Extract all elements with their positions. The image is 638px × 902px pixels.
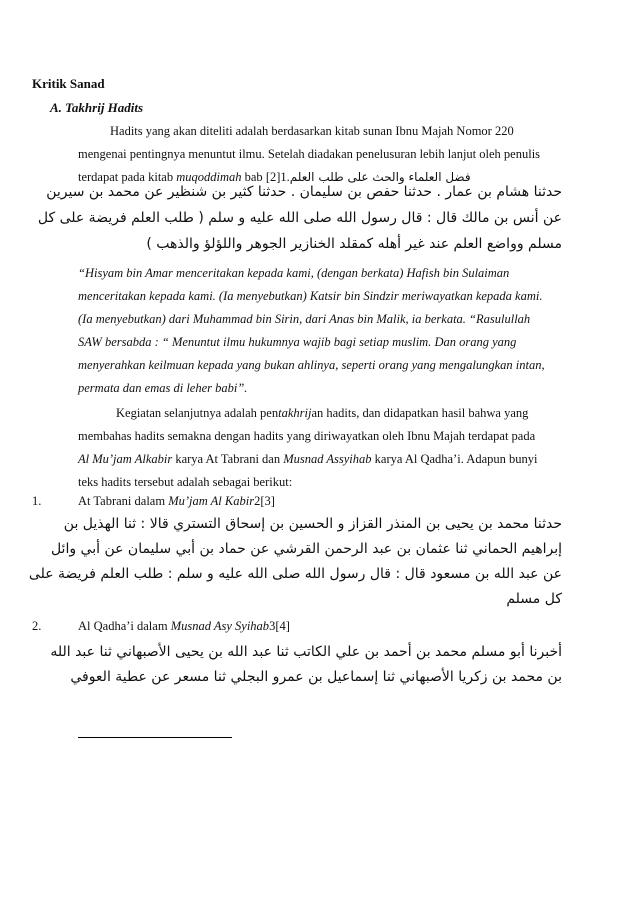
arabic-hadith-line-2: عن أنس بن مالك قال : قال رسول الله صلى الله عليه و سلم ( طلب العلم فريضة على كل	[37, 210, 562, 226]
item1-text-b: Mu’jam Al Kabir	[168, 494, 255, 508]
list-number-1: 1.	[32, 494, 42, 508]
item1-arabic-line-2: إبراهيم الحماني ثنا عثمان بن عبد الرحمن القرشي عن حماد بن أبي سليمان عن أبي وائل	[50, 541, 562, 557]
footnote-ref-4: 3[4]	[269, 619, 290, 633]
arabic-hadith-line-1: حدثنا هشام بن عمار . حدثنا حفص بن سليمان . حدثنا كثير بن شنظير عن محمد بن سيرين	[46, 184, 562, 200]
p2-line-2: membahas hadits semakna dengan hadits yang diriwayatkan oleh Ibnu Majah terdapat pada	[78, 429, 536, 443]
item1-arabic-line-3: عن عبد الله بن مسعود قال : قال رسول الله صلى الله عليه و سلم : طلب العلم فريضة على	[28, 566, 562, 582]
arabic-hadith-line-3: مسلم وواضع العلم عند غير أهله كمقلد الخنازير الجوهر واللؤلؤ والذهب )	[146, 236, 562, 252]
item2-text-b: Musnad Asy Syihab	[170, 619, 270, 633]
item2-arabic-line-1: أخبرنا أبو مسلم محمد بن أحمد بن علي الكاتب ثنا عبد الله بن يحيى الأصبهاني ثنا عبد الله	[50, 644, 562, 660]
subsection-heading: A. Takhrij Hadits	[50, 100, 144, 115]
section-heading: Kritik Sanad	[32, 76, 105, 91]
second-paragraph	[78, 402, 564, 494]
p2-line-3-d: karya Al Qadha’i. Adapun bunyi	[371, 452, 538, 466]
intro-line-3-bab: bab	[244, 170, 263, 184]
item2-text-a: Al Qadha’i dalam	[78, 619, 171, 633]
footnote-ref-2: .1[2]	[265, 170, 290, 184]
intro-line-1: Hadits yang akan diteliti adalah berdasarkan kitab sunan Ibnu Majah Nomor 220	[110, 124, 514, 138]
list-number-2: 2.	[32, 619, 42, 633]
translation-line-6: permata dan emas di leher babi”.	[78, 381, 248, 395]
translation-line-1: “Hisyam bin Amar menceritakan kepada kami, (dengan berkata) Hafish bin Sulaiman	[78, 266, 510, 280]
translation-line-2: menceritakan kepada kami. (Ia menyebutkan) Katsir bin Sindzir meriwayatkan kepada kami.	[78, 289, 543, 303]
intro-line-3-prefix: terdapat pada kitab	[78, 170, 174, 184]
p2-line-3-a: Al Mu’jam Alkabir	[78, 452, 173, 466]
p2-line-1-a: Kegiatan selanjutnya adalah pen	[116, 406, 279, 420]
item1-text-a: At Tabrani dalam	[78, 494, 169, 508]
translation-line-4: SAW bersabda : “ Menuntut ilmu hukumnya wajib bagi setiap muslim. Dan orang yang	[78, 335, 517, 349]
p2-line-3	[78, 448, 564, 471]
intro-paragraph	[78, 120, 564, 189]
translation-line-5: menyerahkan keilmuan kepada yang bukan ahlinya, seperti orang yang mengalungkan intan,	[78, 358, 545, 372]
p2-line-3-b: karya At Tabrani dan	[172, 452, 284, 466]
p2-line-3-c: Musnad Assyihab	[283, 452, 372, 466]
p2-line-4: teks hadits tersebut adalah sebagai berikut:	[78, 475, 293, 489]
intro-line-2: mengenai pentingnya menuntut ilmu. Setelah diadakan penelusuran lebih lanjut oleh penulis	[78, 147, 541, 161]
list-item-1-title	[78, 494, 275, 509]
list-item-2-title	[78, 619, 290, 634]
footnote-divider	[78, 737, 232, 738]
item1-arabic-line-1: حدثنا محمد بن يحيى بن المنذر القزاز و الحسين بن إسحاق التستري قالا : ثنا الهذيل بن	[63, 516, 562, 532]
translation-paragraph	[78, 262, 564, 400]
footnote-ref-3: 2[3]	[254, 494, 275, 508]
p2-line-1	[78, 402, 564, 425]
intro-line-3-arabic: فضل العلماء والحث على طلب العلم	[289, 170, 471, 184]
p2-line-1-b: takhrij	[278, 406, 312, 420]
intro-line-3-italic: muqoddimah	[176, 170, 242, 184]
item1-arabic-line-4: كل مسلم	[506, 591, 562, 607]
item2-arabic-line-2: بن محمد بن زكريا الأصبهاني ثنا إسماعيل بن عمرو البجلي ثنا مسعر عن عطية العوفي	[70, 669, 562, 685]
p2-line-1-c: an hadits, dan didapatkan hasil bahwa yang	[311, 406, 529, 420]
translation-line-3: (Ia menyebutkan) dari Muhammad bin Sirin, dari Anas bin Malik, ia berkata. “Rasulullah	[78, 312, 531, 326]
